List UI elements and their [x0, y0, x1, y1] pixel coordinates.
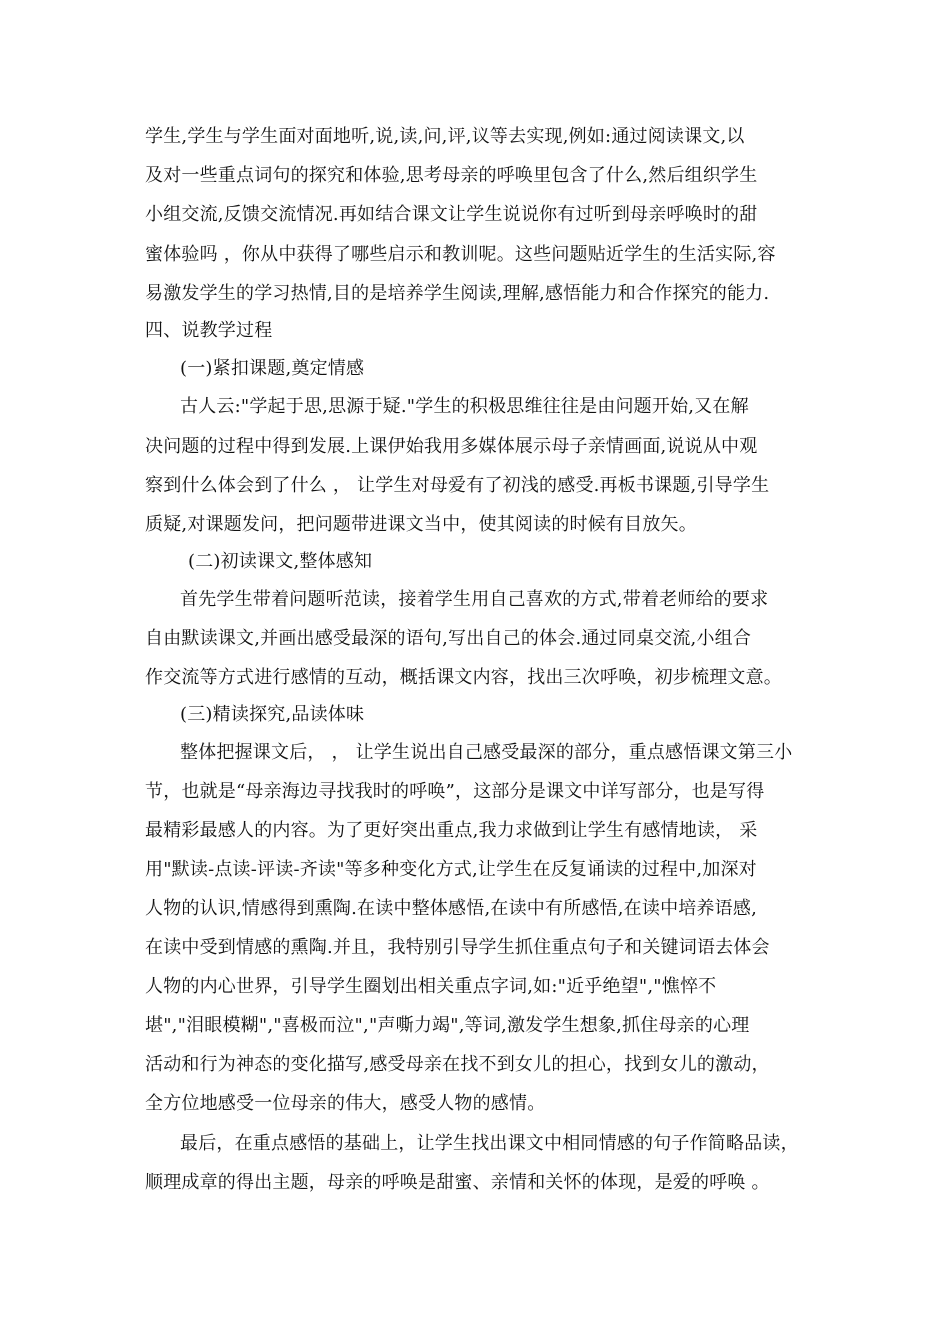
text-line: 最精彩最感人的内容。为了更好突出重点,我力求做到让学生有感情地读， 采 — [145, 820, 758, 841]
text-line: 用"默读-点读-评读-齐读"等多种变化方式,让学生在反复诵读的过程中,加深对 — [145, 859, 757, 880]
text-line: 全方位地感受一位母亲的伟大，感受人物的感情。 — [145, 1093, 546, 1114]
text-line: 最后，在重点感悟的基础上，让学生找出课文中相同情感的句子作简略品读， — [180, 1133, 799, 1154]
text-line: 整体把握课文后， ， 让学生说出自己感受最深的部分，重点感悟课文第三小 — [180, 742, 793, 763]
subsection-heading: (一)紧扣课题,奠定情感 — [180, 358, 365, 379]
text-line: 人物的认识,情感得到熏陶.在读中整体感悟,在读中有所感悟,在读中培养语感, — [145, 898, 758, 919]
text-line: 节，也就是“母亲海边寻找我时的呼唤”，这部分是课文中详写部分，也是写得 — [145, 781, 765, 802]
subsection-heading: (三)精读探究,品读体味 — [180, 704, 365, 725]
text-line: 人物的内心世界，引导学生圈划出相关重点字词,如:"近乎绝望","憔悴不 — [145, 976, 717, 997]
text-line: 古人云:"学起于思,思源于疑."学生的积极思维往往是由问题开始,又在解 — [180, 396, 749, 417]
text-line: 察到什么体会到了什么 ， 让学生对母爱有了初浅的感受.再板书课题,引导学生 — [145, 475, 770, 496]
text-line: 顺理成章的得出主题，母亲的呼唤是甜蜜、亲情和关怀的体现，是爱的呼唤 。 — [145, 1172, 770, 1193]
text-line: 首先学生带着问题听范读，接着学生用自己喜欢的方式,带着老师给的要求 — [180, 589, 769, 610]
text-line: 及对一些重点词句的探究和体验,思考母亲的呼唤里包含了什么,然后组织学生 — [145, 165, 758, 186]
text-line: 堪","泪眼模糊","喜极而泣","声嘶力竭",等词,激发学生想象,抓住母亲的心理 — [145, 1015, 750, 1036]
text-line: 蜜体验吗 ，你从中获得了哪些启示和教训呢。这些问题贴近学生的生活实际,容 — [145, 244, 776, 265]
text-line: 作交流等方式进行感情的互动，概括课文内容，找出三次呼唤，初步梳理文意。 — [145, 667, 782, 688]
text-line: 质疑,对课题发问，把问题带进课文当中，使其阅读的时候有目放矢。 — [145, 514, 697, 535]
text-line: 自由默读课文,并画出感受最深的语句,写出自己的体会.通过同桌交流,小组合 — [145, 628, 752, 649]
text-line: 决问题的过程中得到发展.上课伊始我用多媒体展示母子亲情画面,说说从中观 — [145, 436, 758, 457]
text-line: 学生,学生与学生面对面地听,说,读,问,评,议等去实现,例如:通过阅读课文,以 — [145, 126, 745, 147]
subsection-heading: (二)初读课文,整体感知 — [188, 551, 373, 572]
section-heading: 四、说教学过程 — [145, 320, 273, 341]
text-line: 在读中受到情感的熏陶.并且，我特别引导学生抓住重点句子和关键词语去体会 — [145, 937, 770, 958]
text-line: 活动和行为神态的变化描写,感受母亲在找不到女儿的担心，找到女儿的激动， — [145, 1054, 770, 1075]
text-line: 易激发学生的学习热情,目的是培养学生阅读,理解,感悟能力和合作探究的能力. — [145, 283, 770, 304]
text-line: 小组交流,反馈交流情况.再如结合课文让学生说说你有过听到母亲呼唤时的甜 — [145, 204, 758, 225]
